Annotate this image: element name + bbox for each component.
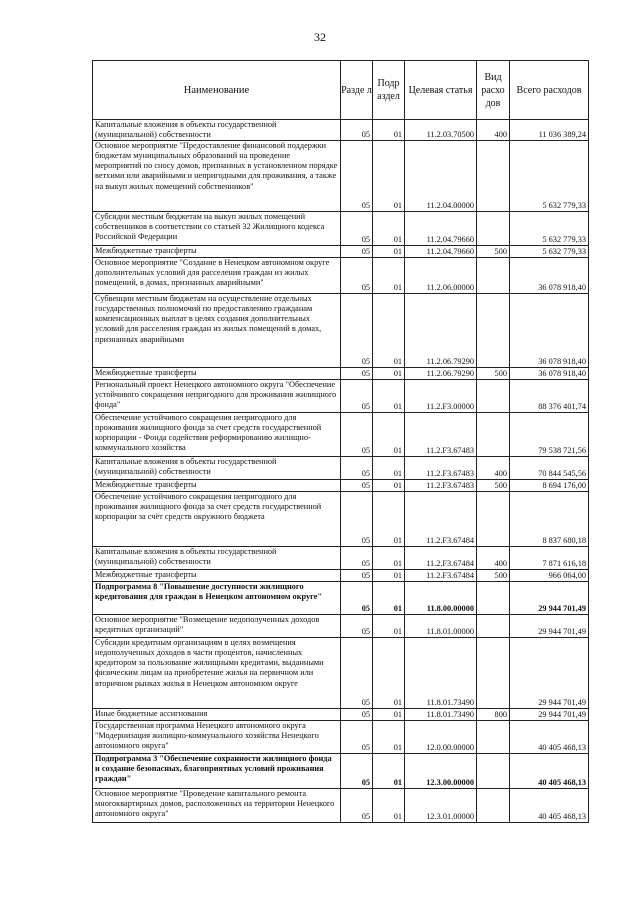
row-subsection: 01	[373, 120, 405, 141]
row-target-article: 11.2.F3.00000	[405, 380, 477, 413]
row-section: 05	[341, 754, 373, 789]
row-expense-type: 800	[477, 709, 510, 721]
row-total: 29 944 701,49	[510, 582, 589, 615]
row-expense-type	[477, 294, 510, 368]
row-target-article: 11.8.00.00000	[405, 582, 477, 615]
table-row	[93, 480, 589, 492]
row-subsection: 01	[373, 380, 405, 413]
row-subsection: 01	[373, 789, 405, 823]
row-name: Основное мероприятие "Проведение капитального ремонта многоквартирных домов, расположенных на территории Ненецкого автономного округа"	[93, 789, 341, 823]
row-name: Региональный проект Ненецкого автономного округа "Обеспечение устойчивого сокращения непригодного для проживания жилищного фонда"	[93, 380, 341, 413]
row-target-article: 11.8.01.00000	[405, 615, 477, 638]
row-name: Субсидии кредитным организациям в целях возмещения недополученных доходов в части процентов, начисленных кредитором за пользование жилищными кредитами, выданными физическим лицам на приобретение жилья на первичном или вторичном рынках жилья в Ненецком автономном округе	[93, 638, 341, 709]
table-row	[93, 570, 589, 582]
header-total-expenses: Всего расходов	[510, 61, 589, 120]
table-row	[93, 212, 589, 246]
row-total: 7 871 616,18	[510, 547, 589, 570]
row-name: Обеспечение устойчивого сокращения непригодного для проживания жилищного фонда за счет средств государственной корпорации - Фонда содействия реформированию жилищно-коммунального хозяйства	[93, 413, 341, 457]
row-name: Капитальные вложения в объекты государственной (муниципальной) собственности	[93, 547, 341, 570]
row-section: 05	[341, 413, 373, 457]
row-expense-type	[477, 615, 510, 638]
row-section: 05	[341, 721, 373, 754]
row-total: 8 837 680,18	[510, 492, 589, 547]
row-subsection: 01	[373, 480, 405, 492]
row-expense-type: 500	[477, 480, 510, 492]
row-name: Капитальные вложения в объекты государственной (муниципальной) собственности	[93, 457, 341, 480]
row-target-article: 11.2.F3.67483	[405, 413, 477, 457]
row-target-article: 12.3.01.00000	[405, 789, 477, 823]
table-header	[93, 61, 589, 120]
table-row	[93, 413, 589, 457]
table-row	[93, 380, 589, 413]
row-expense-type	[477, 789, 510, 823]
table-row	[93, 582, 589, 615]
table-row	[93, 368, 589, 380]
row-total: 79 538 721,56	[510, 413, 589, 457]
row-expense-type: 500	[477, 570, 510, 582]
row-name: Подпрограмма 8 "Повышение доступности жилищного кредитования для граждан в Ненецком автономном округе"	[93, 582, 341, 615]
row-total: 29 944 701,49	[510, 709, 589, 721]
row-total: 36 078 918,40	[510, 294, 589, 368]
row-total: 8 694 176,00	[510, 480, 589, 492]
row-subsection: 01	[373, 709, 405, 721]
row-section: 05	[341, 582, 373, 615]
row-subsection: 01	[373, 294, 405, 368]
row-section: 05	[341, 480, 373, 492]
row-total: 36 078 918,40	[510, 258, 589, 294]
row-expense-type: 400	[477, 120, 510, 141]
row-subsection: 01	[373, 368, 405, 380]
row-section: 05	[341, 570, 373, 582]
table-row	[93, 709, 589, 721]
row-target-article: 11.2.04.00000	[405, 141, 477, 212]
table-row	[93, 246, 589, 258]
row-total: 5 632 779,33	[510, 212, 589, 246]
row-expense-type	[477, 638, 510, 709]
row-expense-type: 500	[477, 246, 510, 258]
row-target-article: 12.0.00.00000	[405, 721, 477, 754]
row-section: 05	[341, 638, 373, 709]
header-target-article: Целевая статья	[405, 61, 477, 120]
row-name: Основное мероприятие "Создание в Ненецком автономном округе дополнительных условий для расселения граждан из жилых помещений, в домах, признанных аварийными"	[93, 258, 341, 294]
table-row	[93, 294, 589, 368]
row-section: 05	[341, 258, 373, 294]
table-row	[93, 141, 589, 212]
row-total: 40 405 468,13	[510, 789, 589, 823]
table-body	[93, 120, 589, 823]
row-total: 29 944 701,49	[510, 615, 589, 638]
row-subsection: 01	[373, 615, 405, 638]
row-target-article: 11.2.04.79660	[405, 246, 477, 258]
row-subsection: 01	[373, 721, 405, 754]
row-target-article: 11.8.01.73490	[405, 638, 477, 709]
row-section: 05	[341, 120, 373, 141]
header-name: Наименование	[93, 61, 341, 120]
row-target-article: 12.3.00.00000	[405, 754, 477, 789]
row-target-article: 11.2.03.70500	[405, 120, 477, 141]
row-target-article: 11.2.F3.67484	[405, 492, 477, 547]
page-number: 32	[314, 30, 326, 44]
row-expense-type	[477, 754, 510, 789]
row-section: 05	[341, 492, 373, 547]
row-total: 88 376 401,74	[510, 380, 589, 413]
row-name: Основное мероприятие "Возмещение недополученных доходов кредитных организаций"	[93, 615, 341, 638]
header-expense-type: Вид расхо дов	[477, 61, 510, 120]
row-name: Обеспечение устойчивого сокращения непригодного для проживания жилищного фонда за счет средств государственной корпорации за счёт средств окружного бюджета	[93, 492, 341, 547]
row-section: 05	[341, 547, 373, 570]
row-subsection: 01	[373, 570, 405, 582]
row-name: Межбюджетные трансферты	[93, 480, 341, 492]
row-target-article: 11.2.F3.67484	[405, 547, 477, 570]
row-subsection: 01	[373, 754, 405, 789]
table-row	[93, 721, 589, 754]
row-total: 36 078 918,40	[510, 368, 589, 380]
row-section: 05	[341, 457, 373, 480]
row-subsection: 01	[373, 212, 405, 246]
table-row	[93, 457, 589, 480]
row-expense-type	[477, 582, 510, 615]
expenditure-table	[92, 60, 589, 823]
row-subsection: 01	[373, 246, 405, 258]
row-target-article: 11.2.04.79660	[405, 212, 477, 246]
row-name: Иные бюджетные ассигнования	[93, 709, 341, 721]
row-target-article: 11.2.F3.67484	[405, 570, 477, 582]
row-subsection: 01	[373, 492, 405, 547]
row-expense-type	[477, 141, 510, 212]
row-subsection: 01	[373, 547, 405, 570]
row-section: 05	[341, 141, 373, 212]
row-expense-type	[477, 380, 510, 413]
row-name: Основное мероприятие "Предоставление финансовой поддержки бюджетам муниципальных образований на проведение мероприятий по сносу домов, признанных в установленном порядке ветхими или аварийными и непригодными для проживания, а также на выкуп жилых помещений собственников"	[93, 141, 341, 212]
row-total: 40 405 468,13	[510, 721, 589, 754]
row-total: 966 064,00	[510, 570, 589, 582]
row-expense-type	[477, 492, 510, 547]
row-target-article: 11.2.06.79290	[405, 294, 477, 368]
row-total: 5 632 779,33	[510, 246, 589, 258]
row-target-article: 11.2.F3.67483	[405, 457, 477, 480]
row-section: 05	[341, 615, 373, 638]
row-name: Субсидии местным бюджетам на выкуп жилых помещений собственников в соответствии со статьей 32 Жилищного кодекса Российской Федерации	[93, 212, 341, 246]
row-target-article: 11.8.01.73490	[405, 709, 477, 721]
header-subsection: Подр аздел	[373, 61, 405, 120]
table-row	[93, 492, 589, 547]
row-total: 29 944 701,49	[510, 638, 589, 709]
table-row	[93, 789, 589, 823]
row-subsection: 01	[373, 582, 405, 615]
row-subsection: 01	[373, 141, 405, 212]
row-section: 05	[341, 709, 373, 721]
row-section: 05	[341, 246, 373, 258]
row-expense-type: 400	[477, 457, 510, 480]
row-total: 40 405 468,13	[510, 754, 589, 789]
row-subsection: 01	[373, 457, 405, 480]
row-expense-type: 500	[477, 368, 510, 380]
row-expense-type	[477, 212, 510, 246]
table-row	[93, 638, 589, 709]
row-total: 11 036 389,24	[510, 120, 589, 141]
row-subsection: 01	[373, 413, 405, 457]
row-total: 5 632 779,33	[510, 141, 589, 212]
row-section: 05	[341, 294, 373, 368]
row-expense-type	[477, 413, 510, 457]
table-row	[93, 615, 589, 638]
row-expense-type	[477, 258, 510, 294]
header-section: Разде л	[341, 61, 373, 120]
row-target-article: 11.2.06.00000	[405, 258, 477, 294]
row-name: Межбюджетные трансферты	[93, 368, 341, 380]
row-total: 70 844 545,56	[510, 457, 589, 480]
row-section: 05	[341, 380, 373, 413]
table-row	[93, 547, 589, 570]
row-subsection: 01	[373, 638, 405, 709]
row-name: Государственная программа Ненецкого автономного округа "Модернизация жилищно-коммунального хозяйства Ненецкого автономного округа"	[93, 721, 341, 754]
table-row	[93, 258, 589, 294]
table-row	[93, 754, 589, 789]
row-name: Капитальные вложения в объекты государственной (муниципальной) собственности	[93, 120, 341, 141]
row-section: 05	[341, 789, 373, 823]
row-section: 05	[341, 368, 373, 380]
row-target-article: 11.2.06.79290	[405, 368, 477, 380]
row-expense-type: 400	[477, 547, 510, 570]
row-section: 05	[341, 212, 373, 246]
row-target-article: 11.2.F3.67483	[405, 480, 477, 492]
row-expense-type	[477, 721, 510, 754]
row-subsection: 01	[373, 258, 405, 294]
row-name: Межбюджетные трансферты	[93, 246, 341, 258]
table-row	[93, 120, 589, 141]
row-name: Межбюджетные трансферты	[93, 570, 341, 582]
row-name: Субвенции местным бюджетам на осуществление отдельных государственных полномочий по предоставлению гражданам компенсационных выплат в целях создания дополнительных условий для расселения граждан из жилых помещений в домах, признанных аварийными	[93, 294, 341, 368]
row-name: Подпрограмма 3 "Обеспечение сохранности жилищного фонда и создание безопасных, благоприятных условий проживания граждан"	[93, 754, 341, 789]
